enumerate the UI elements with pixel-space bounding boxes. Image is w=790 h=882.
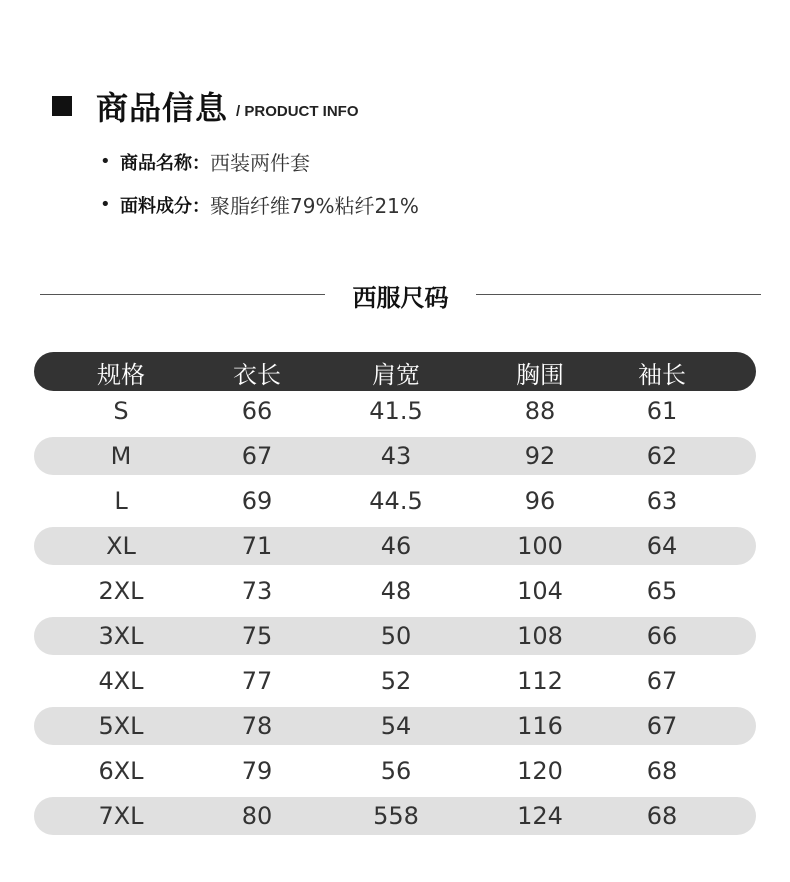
table-cell: 80	[241, 802, 273, 830]
column-header: 衣长	[233, 361, 281, 389]
table-cell: 79	[241, 757, 273, 785]
table-cell: 558	[373, 802, 419, 830]
table-cell: 46	[380, 532, 412, 560]
table-cell: 44.5	[369, 487, 423, 515]
table-cell: 67	[646, 667, 678, 695]
table-row	[34, 616, 756, 661]
column-header: 胸围	[516, 361, 564, 389]
table-row	[34, 751, 756, 796]
table-cell: 3XL	[98, 622, 144, 650]
table-cell: 64	[646, 532, 678, 560]
table-cell: 66	[241, 397, 273, 425]
bullet-icon: •	[100, 194, 111, 215]
table-cell: 75	[241, 622, 273, 650]
table-row	[34, 436, 756, 481]
table-row	[34, 796, 756, 841]
table-cell: 108	[517, 622, 563, 650]
table-cell: 112	[517, 667, 563, 695]
table-cell: 50	[380, 622, 412, 650]
size-table	[34, 352, 756, 841]
table-row	[34, 706, 756, 751]
table-cell: 4XL	[98, 667, 144, 695]
table-cell: 71	[241, 532, 273, 560]
table-cell: 96	[524, 487, 556, 515]
table-body	[34, 391, 756, 841]
table-cell: 67	[646, 712, 678, 740]
table-cell: 5XL	[98, 712, 144, 740]
table-cell: 68	[646, 757, 678, 785]
table-cell: M	[110, 442, 132, 470]
table-cell: L	[114, 487, 128, 515]
info-label: 面料成分：	[120, 195, 210, 217]
table-cell: 100	[517, 532, 563, 560]
table-cell: 62	[646, 442, 678, 470]
product-info-list	[100, 140, 419, 226]
table-cell: 61	[646, 397, 678, 425]
table-cell: 68	[646, 802, 678, 830]
table-cell: 77	[241, 667, 273, 695]
table-cell: 69	[241, 487, 273, 515]
section-header	[52, 84, 359, 128]
info-item-name	[100, 140, 419, 183]
table-row	[34, 571, 756, 616]
column-header: 袖长	[638, 361, 686, 389]
square-bullet-icon	[52, 96, 72, 116]
table-cell: 63	[646, 487, 678, 515]
bullet-icon: •	[100, 151, 111, 172]
table-cell: 120	[517, 757, 563, 785]
divider-left	[40, 294, 325, 295]
info-value: 聚脂纤维79%粘纤21%	[210, 194, 419, 218]
table-cell: 65	[646, 577, 678, 605]
table-cell: 66	[646, 622, 678, 650]
info-value: 西装两件套	[210, 151, 310, 175]
table-row	[34, 391, 756, 436]
table-cell: 2XL	[98, 577, 144, 605]
column-header: 规格	[97, 361, 145, 389]
table-cell: 116	[517, 712, 563, 740]
table-cell: 7XL	[98, 802, 144, 830]
info-item-fabric	[100, 183, 419, 226]
divider-right	[476, 294, 761, 295]
table-row	[34, 481, 756, 526]
table-cell: 124	[517, 802, 563, 830]
page-title: 商品信息	[96, 89, 229, 127]
table-cell: XL	[106, 532, 136, 560]
table-cell: 88	[524, 397, 556, 425]
table-cell: 67	[241, 442, 273, 470]
table-cell: 104	[517, 577, 563, 605]
table-row	[34, 661, 756, 706]
table-cell: 43	[380, 442, 412, 470]
table-cell: 54	[380, 712, 412, 740]
table-cell: 73	[241, 577, 273, 605]
table-cell: S	[113, 397, 129, 425]
table-header-row	[34, 352, 756, 391]
table-cell: 52	[380, 667, 412, 695]
table-cell: 41.5	[369, 397, 423, 425]
table-cell: 48	[380, 577, 412, 605]
table-row	[34, 526, 756, 571]
info-label: 商品名称：	[120, 152, 210, 174]
column-header: 肩宽	[372, 361, 420, 389]
table-cell: 92	[524, 442, 556, 470]
page-subtitle: / PRODUCT INFO	[236, 102, 359, 120]
table-cell: 56	[380, 757, 412, 785]
size-section-title: 西服尺码	[352, 284, 449, 312]
table-cell: 78	[241, 712, 273, 740]
table-cell: 6XL	[98, 757, 144, 785]
